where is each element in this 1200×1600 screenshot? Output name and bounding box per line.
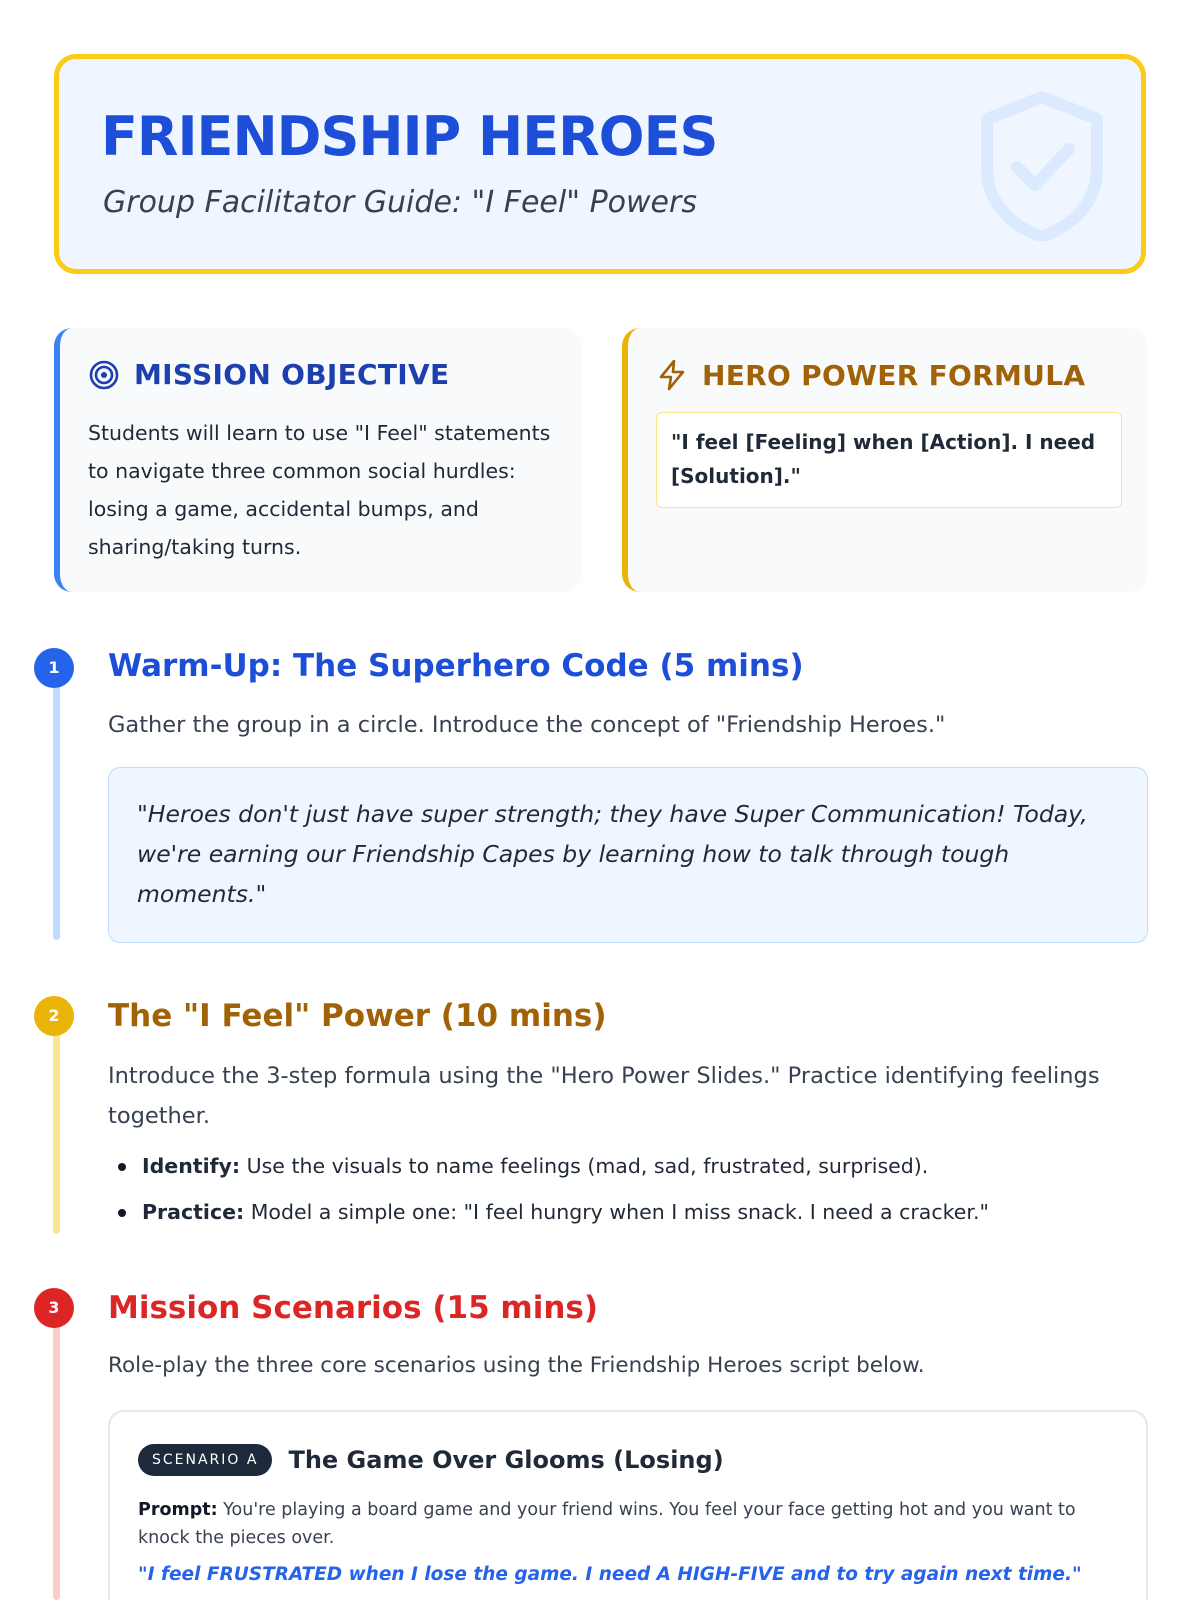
section-2-rail	[53, 1014, 60, 1234]
scenario-badge: SCENARIO A	[138, 1444, 272, 1476]
formula-text: "I feel [Feeling] when [Action]. I need [Solution]."	[656, 412, 1122, 508]
section-3-number: 3	[34, 1288, 74, 1328]
scenario-prompt	[138, 1496, 1098, 1552]
target-icon	[88, 359, 120, 391]
section-3-rail	[53, 1310, 60, 1600]
scenario-title: The Game Over Glooms (Losing)	[288, 1446, 724, 1474]
list-item	[116, 1196, 1146, 1228]
mission-objective-title: MISSION OBJECTIVE	[134, 358, 450, 391]
page-subtitle: Group Facilitator Guide: "I Feel" Powers	[103, 185, 697, 220]
prompt-label: Prompt:	[138, 1500, 218, 1520]
header-banner	[54, 54, 1146, 274]
bullet-text: Model a simple one: "I feel hungry when I miss snack. I need a cracker."	[244, 1200, 989, 1224]
warmup-quote: "Heroes don't just have super strength; they have Super Communication! Today, we're earning our Friendship Capes by learning how to talk through tough moments."	[108, 767, 1148, 943]
scenario-card	[108, 1410, 1148, 1600]
section-2-number: 2	[34, 996, 74, 1036]
section-3-text: Role-play the three core scenarios using the Friendship Heroes script below.	[108, 1353, 925, 1378]
section-2-title: The "I Feel" Power (10 mins)	[108, 998, 607, 1034]
bullet-label: Identify:	[142, 1154, 241, 1178]
hero-power-formula-card	[622, 328, 1148, 592]
scenario-script: "I feel FRUSTRATED when I lose the game. I need A HIGH-FIVE and to try again next time."	[138, 1564, 1082, 1585]
list-item	[116, 1150, 1146, 1182]
hero-power-formula-title: HERO POWER FORMULA	[702, 358, 1086, 392]
mission-objective-text: Students will learn to use "I Feel" statements to navigate three common social hurdles: losing a game, accidental bumps, and sharing/taking turns.	[88, 421, 551, 559]
lightning-icon	[656, 358, 688, 392]
prompt-text: You're playing a board game and your friend wins. You feel your face getting hot and you want to knock the pieces over.	[138, 1500, 1076, 1548]
section-1-number: 1	[34, 648, 74, 688]
mission-objective-card	[54, 328, 582, 592]
section-1-rail	[53, 668, 60, 940]
shield-check-icon	[977, 91, 1107, 241]
feelings-list	[116, 1150, 1146, 1242]
bullet-text: Use the visuals to name feelings (mad, sad, frustrated, surprised).	[240, 1154, 929, 1178]
section-3-title: Mission Scenarios (15 mins)	[108, 1290, 599, 1326]
bullet-label: Practice:	[142, 1200, 245, 1224]
page-title: FRIENDSHIP HEROES	[101, 105, 718, 168]
section-1-title: Warm-Up: The Superhero Code (5 mins)	[108, 648, 804, 684]
section-1-text: Gather the group in a circle. Introduce the concept of "Friendship Heroes."	[108, 712, 946, 738]
section-2-text: Introduce the 3-step formula using the "Hero Power Slides." Practice identifying feelings together.	[108, 1063, 1100, 1129]
